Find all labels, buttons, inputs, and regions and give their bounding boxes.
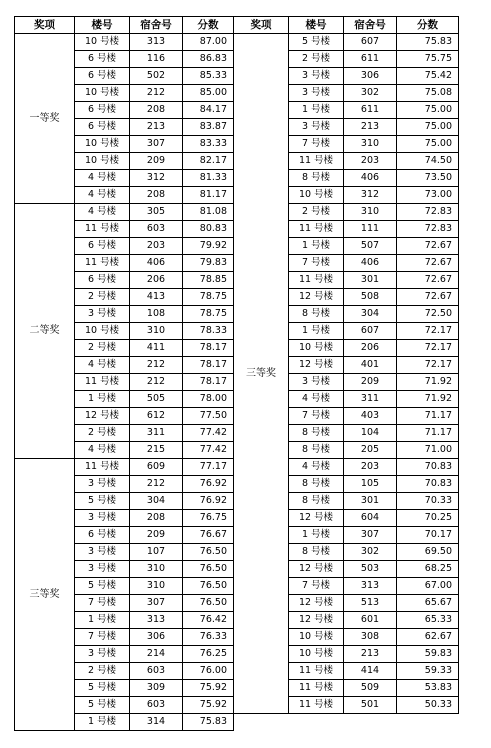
score-cell: 86.83 — [183, 51, 234, 68]
score-cell: 62.67 — [397, 629, 459, 646]
building-cell: 1 号楼 — [75, 714, 130, 731]
building-cell: 10 号楼 — [75, 85, 130, 102]
room-cell: 311 — [344, 391, 397, 408]
score-cell: 76.92 — [183, 476, 234, 493]
room-cell: 308 — [344, 629, 397, 646]
room-cell: 505 — [130, 391, 183, 408]
building-cell: 11 号楼 — [75, 374, 130, 391]
building-cell: 1 号楼 — [75, 391, 130, 408]
room-cell: 311 — [130, 425, 183, 442]
building-cell: 2 号楼 — [75, 340, 130, 357]
room-cell: 206 — [130, 272, 183, 289]
building-cell: 3 号楼 — [75, 476, 130, 493]
table-row — [15, 459, 234, 476]
building-cell: 3 号楼 — [289, 68, 344, 85]
building-cell: 7 号楼 — [75, 595, 130, 612]
score-cell: 79.92 — [183, 238, 234, 255]
room-cell: 508 — [344, 289, 397, 306]
building-cell: 1 号楼 — [75, 612, 130, 629]
room-cell: 108 — [130, 306, 183, 323]
room-cell: 212 — [130, 476, 183, 493]
column-header: 奖项 — [15, 17, 75, 34]
score-cell: 74.50 — [397, 153, 459, 170]
room-cell: 304 — [130, 493, 183, 510]
room-cell: 305 — [130, 204, 183, 221]
award-cell: 三等奖 — [234, 34, 289, 714]
building-cell: 6 号楼 — [75, 527, 130, 544]
score-cell: 78.17 — [183, 340, 234, 357]
room-cell: 312 — [344, 187, 397, 204]
building-cell: 12 号楼 — [75, 408, 130, 425]
room-cell: 212 — [130, 85, 183, 102]
room-cell: 603 — [130, 663, 183, 680]
room-cell: 601 — [344, 612, 397, 629]
room-cell: 310 — [130, 323, 183, 340]
room-cell: 104 — [344, 425, 397, 442]
score-cell: 68.25 — [397, 561, 459, 578]
building-cell: 11 号楼 — [289, 697, 344, 714]
room-cell: 307 — [130, 595, 183, 612]
building-cell: 3 号楼 — [289, 85, 344, 102]
award-cell: 一等奖 — [15, 34, 75, 204]
score-cell: 78.75 — [183, 289, 234, 306]
score-cell: 72.17 — [397, 357, 459, 374]
building-cell: 3 号楼 — [289, 374, 344, 391]
building-cell: 4 号楼 — [75, 442, 130, 459]
score-cell: 72.67 — [397, 289, 459, 306]
room-cell: 209 — [130, 153, 183, 170]
building-cell: 10 号楼 — [75, 153, 130, 170]
score-cell: 69.50 — [397, 544, 459, 561]
building-cell: 7 号楼 — [289, 136, 344, 153]
score-cell: 71.92 — [397, 391, 459, 408]
table-row — [15, 34, 234, 51]
building-cell: 5 号楼 — [289, 34, 344, 51]
room-cell: 413 — [130, 289, 183, 306]
score-cell: 75.92 — [183, 697, 234, 714]
room-cell: 312 — [130, 170, 183, 187]
right-table-body — [234, 34, 459, 714]
score-cell: 75.00 — [397, 119, 459, 136]
room-cell: 213 — [344, 119, 397, 136]
room-cell: 301 — [344, 272, 397, 289]
room-cell: 214 — [130, 646, 183, 663]
score-cell: 75.00 — [397, 102, 459, 119]
score-cell: 72.17 — [397, 340, 459, 357]
room-cell: 513 — [344, 595, 397, 612]
room-cell: 603 — [130, 697, 183, 714]
building-cell: 3 号楼 — [75, 510, 130, 527]
room-cell: 313 — [344, 578, 397, 595]
room-cell: 105 — [344, 476, 397, 493]
score-cell: 70.83 — [397, 476, 459, 493]
score-cell: 75.00 — [397, 136, 459, 153]
building-cell: 11 号楼 — [289, 221, 344, 238]
building-cell: 12 号楼 — [289, 289, 344, 306]
building-cell: 10 号楼 — [289, 646, 344, 663]
score-cell: 72.83 — [397, 221, 459, 238]
building-cell: 4 号楼 — [289, 391, 344, 408]
room-cell: 203 — [344, 459, 397, 476]
room-cell: 208 — [130, 510, 183, 527]
score-cell: 85.33 — [183, 68, 234, 85]
room-cell: 304 — [344, 306, 397, 323]
header-row — [234, 17, 459, 34]
building-cell: 10 号楼 — [75, 136, 130, 153]
column-header: 分数 — [183, 17, 234, 34]
room-cell: 209 — [130, 527, 183, 544]
room-cell: 215 — [130, 442, 183, 459]
score-cell: 72.17 — [397, 323, 459, 340]
score-cell: 76.33 — [183, 629, 234, 646]
score-cell: 53.83 — [397, 680, 459, 697]
building-cell: 6 号楼 — [75, 51, 130, 68]
room-cell: 205 — [344, 442, 397, 459]
score-cell: 85.00 — [183, 85, 234, 102]
header-row — [15, 17, 234, 34]
room-cell: 313 — [130, 34, 183, 51]
building-cell: 7 号楼 — [75, 629, 130, 646]
score-cell: 77.42 — [183, 425, 234, 442]
room-cell: 209 — [344, 374, 397, 391]
room-cell: 203 — [130, 238, 183, 255]
right-award-table — [233, 16, 459, 714]
room-cell: 302 — [344, 544, 397, 561]
building-cell: 2 号楼 — [289, 51, 344, 68]
room-cell: 507 — [344, 238, 397, 255]
score-cell: 59.33 — [397, 663, 459, 680]
room-cell: 611 — [344, 51, 397, 68]
building-cell: 5 号楼 — [75, 493, 130, 510]
score-cell: 59.83 — [397, 646, 459, 663]
room-cell: 212 — [130, 357, 183, 374]
room-cell: 310 — [130, 561, 183, 578]
building-cell: 2 号楼 — [75, 425, 130, 442]
building-cell: 10 号楼 — [75, 34, 130, 51]
building-cell: 4 号楼 — [75, 357, 130, 374]
building-cell: 5 号楼 — [75, 680, 130, 697]
room-cell: 509 — [344, 680, 397, 697]
room-cell: 604 — [344, 510, 397, 527]
building-cell: 2 号楼 — [75, 663, 130, 680]
score-cell: 76.25 — [183, 646, 234, 663]
score-cell: 77.50 — [183, 408, 234, 425]
score-cell: 70.83 — [397, 459, 459, 476]
building-cell: 10 号楼 — [75, 323, 130, 340]
left-award-table — [14, 16, 234, 731]
building-cell: 8 号楼 — [289, 170, 344, 187]
score-cell: 75.83 — [397, 34, 459, 51]
building-cell: 12 号楼 — [289, 357, 344, 374]
score-cell: 77.42 — [183, 442, 234, 459]
table-row — [234, 34, 459, 51]
building-cell: 1 号楼 — [289, 527, 344, 544]
score-cell: 75.08 — [397, 85, 459, 102]
room-cell: 609 — [130, 459, 183, 476]
score-cell: 75.83 — [183, 714, 234, 731]
room-cell: 111 — [344, 221, 397, 238]
score-cell: 76.75 — [183, 510, 234, 527]
building-cell: 6 号楼 — [75, 119, 130, 136]
room-cell: 309 — [130, 680, 183, 697]
column-header: 奖项 — [234, 17, 289, 34]
score-cell: 72.67 — [397, 238, 459, 255]
building-cell: 8 号楼 — [289, 544, 344, 561]
room-cell: 411 — [130, 340, 183, 357]
building-cell: 6 号楼 — [75, 102, 130, 119]
score-cell: 83.87 — [183, 119, 234, 136]
score-cell: 65.33 — [397, 612, 459, 629]
building-cell: 6 号楼 — [75, 68, 130, 85]
table-row — [15, 204, 234, 221]
room-cell: 401 — [344, 357, 397, 374]
score-cell: 78.00 — [183, 391, 234, 408]
building-cell: 10 号楼 — [289, 187, 344, 204]
room-cell: 307 — [130, 136, 183, 153]
building-cell: 7 号楼 — [289, 578, 344, 595]
building-cell: 12 号楼 — [289, 612, 344, 629]
building-cell: 1 号楼 — [289, 323, 344, 340]
building-cell: 11 号楼 — [289, 153, 344, 170]
score-cell: 75.75 — [397, 51, 459, 68]
room-cell: 310 — [130, 578, 183, 595]
score-cell: 83.33 — [183, 136, 234, 153]
score-cell: 76.50 — [183, 578, 234, 595]
room-cell: 607 — [344, 34, 397, 51]
room-cell: 206 — [344, 340, 397, 357]
score-cell: 72.50 — [397, 306, 459, 323]
building-cell: 10 号楼 — [289, 340, 344, 357]
building-cell: 5 号楼 — [75, 578, 130, 595]
score-cell: 70.33 — [397, 493, 459, 510]
column-header: 楼号 — [289, 17, 344, 34]
score-cell: 76.50 — [183, 595, 234, 612]
room-cell: 403 — [344, 408, 397, 425]
room-cell: 310 — [344, 136, 397, 153]
room-cell: 307 — [344, 527, 397, 544]
score-cell: 65.67 — [397, 595, 459, 612]
room-cell: 314 — [130, 714, 183, 731]
column-header: 楼号 — [75, 17, 130, 34]
building-cell: 1 号楼 — [289, 238, 344, 255]
building-cell: 3 号楼 — [75, 306, 130, 323]
score-cell: 76.42 — [183, 612, 234, 629]
score-cell: 78.17 — [183, 357, 234, 374]
building-cell: 2 号楼 — [75, 289, 130, 306]
building-cell: 4 号楼 — [289, 459, 344, 476]
room-cell: 301 — [344, 493, 397, 510]
room-cell: 302 — [344, 85, 397, 102]
room-cell: 213 — [344, 646, 397, 663]
building-cell: 4 号楼 — [75, 170, 130, 187]
score-cell: 67.00 — [397, 578, 459, 595]
room-cell: 107 — [130, 544, 183, 561]
score-cell: 82.17 — [183, 153, 234, 170]
score-cell: 71.92 — [397, 374, 459, 391]
building-cell: 6 号楼 — [75, 238, 130, 255]
award-cell: 二等奖 — [15, 204, 75, 459]
score-cell: 76.50 — [183, 561, 234, 578]
building-cell: 8 号楼 — [289, 476, 344, 493]
room-cell: 406 — [344, 170, 397, 187]
building-cell: 11 号楼 — [289, 663, 344, 680]
score-cell: 72.67 — [397, 255, 459, 272]
score-cell: 70.25 — [397, 510, 459, 527]
building-cell: 11 号楼 — [289, 272, 344, 289]
building-cell: 5 号楼 — [75, 697, 130, 714]
score-cell: 75.42 — [397, 68, 459, 85]
building-cell: 12 号楼 — [289, 510, 344, 527]
room-cell: 213 — [130, 119, 183, 136]
column-header: 宿舍号 — [344, 17, 397, 34]
room-cell: 502 — [130, 68, 183, 85]
room-cell: 603 — [130, 221, 183, 238]
score-cell: 81.17 — [183, 187, 234, 204]
score-cell: 73.50 — [397, 170, 459, 187]
building-cell: 1 号楼 — [289, 102, 344, 119]
score-cell: 72.83 — [397, 204, 459, 221]
building-cell: 11 号楼 — [289, 680, 344, 697]
room-cell: 612 — [130, 408, 183, 425]
score-cell: 71.17 — [397, 425, 459, 442]
building-cell: 8 号楼 — [289, 442, 344, 459]
score-cell: 73.00 — [397, 187, 459, 204]
building-cell: 4 号楼 — [75, 204, 130, 221]
score-cell: 76.50 — [183, 544, 234, 561]
award-cell: 三等奖 — [15, 459, 75, 731]
building-cell: 3 号楼 — [75, 646, 130, 663]
room-cell: 503 — [344, 561, 397, 578]
building-cell: 10 号楼 — [289, 629, 344, 646]
score-cell: 77.17 — [183, 459, 234, 476]
left-table-body — [15, 34, 234, 731]
building-cell: 7 号楼 — [289, 408, 344, 425]
room-cell: 208 — [130, 187, 183, 204]
score-cell: 75.92 — [183, 680, 234, 697]
room-cell: 607 — [344, 323, 397, 340]
score-cell: 87.00 — [183, 34, 234, 51]
score-cell: 78.75 — [183, 306, 234, 323]
room-cell: 611 — [344, 102, 397, 119]
room-cell: 208 — [130, 102, 183, 119]
room-cell: 406 — [130, 255, 183, 272]
building-cell: 4 号楼 — [75, 187, 130, 204]
room-cell: 212 — [130, 374, 183, 391]
score-cell: 78.85 — [183, 272, 234, 289]
building-cell: 11 号楼 — [75, 221, 130, 238]
score-cell: 78.17 — [183, 374, 234, 391]
building-cell: 2 号楼 — [289, 204, 344, 221]
score-cell: 84.17 — [183, 102, 234, 119]
room-cell: 501 — [344, 697, 397, 714]
building-cell: 11 号楼 — [75, 459, 130, 476]
score-cell: 76.67 — [183, 527, 234, 544]
score-cell: 81.08 — [183, 204, 234, 221]
building-cell: 6 号楼 — [75, 272, 130, 289]
room-cell: 203 — [344, 153, 397, 170]
score-cell: 71.00 — [397, 442, 459, 459]
building-cell: 3 号楼 — [289, 119, 344, 136]
room-cell: 406 — [344, 255, 397, 272]
building-cell: 8 号楼 — [289, 425, 344, 442]
score-cell: 81.33 — [183, 170, 234, 187]
score-cell: 76.00 — [183, 663, 234, 680]
building-cell: 12 号楼 — [289, 595, 344, 612]
building-cell: 8 号楼 — [289, 493, 344, 510]
room-cell: 313 — [130, 612, 183, 629]
score-cell: 72.67 — [397, 272, 459, 289]
building-cell: 11 号楼 — [75, 255, 130, 272]
building-cell: 3 号楼 — [75, 561, 130, 578]
score-cell: 78.33 — [183, 323, 234, 340]
room-cell: 306 — [130, 629, 183, 646]
score-cell: 70.17 — [397, 527, 459, 544]
score-cell: 76.92 — [183, 493, 234, 510]
column-header: 宿舍号 — [130, 17, 183, 34]
building-cell: 7 号楼 — [289, 255, 344, 272]
building-cell: 8 号楼 — [289, 306, 344, 323]
room-cell: 306 — [344, 68, 397, 85]
score-cell: 71.17 — [397, 408, 459, 425]
column-header: 分数 — [397, 17, 459, 34]
building-cell: 3 号楼 — [75, 544, 130, 561]
score-cell: 80.83 — [183, 221, 234, 238]
room-cell: 116 — [130, 51, 183, 68]
room-cell: 414 — [344, 663, 397, 680]
building-cell: 12 号楼 — [289, 561, 344, 578]
score-cell: 79.83 — [183, 255, 234, 272]
score-cell: 50.33 — [397, 697, 459, 714]
room-cell: 310 — [344, 204, 397, 221]
